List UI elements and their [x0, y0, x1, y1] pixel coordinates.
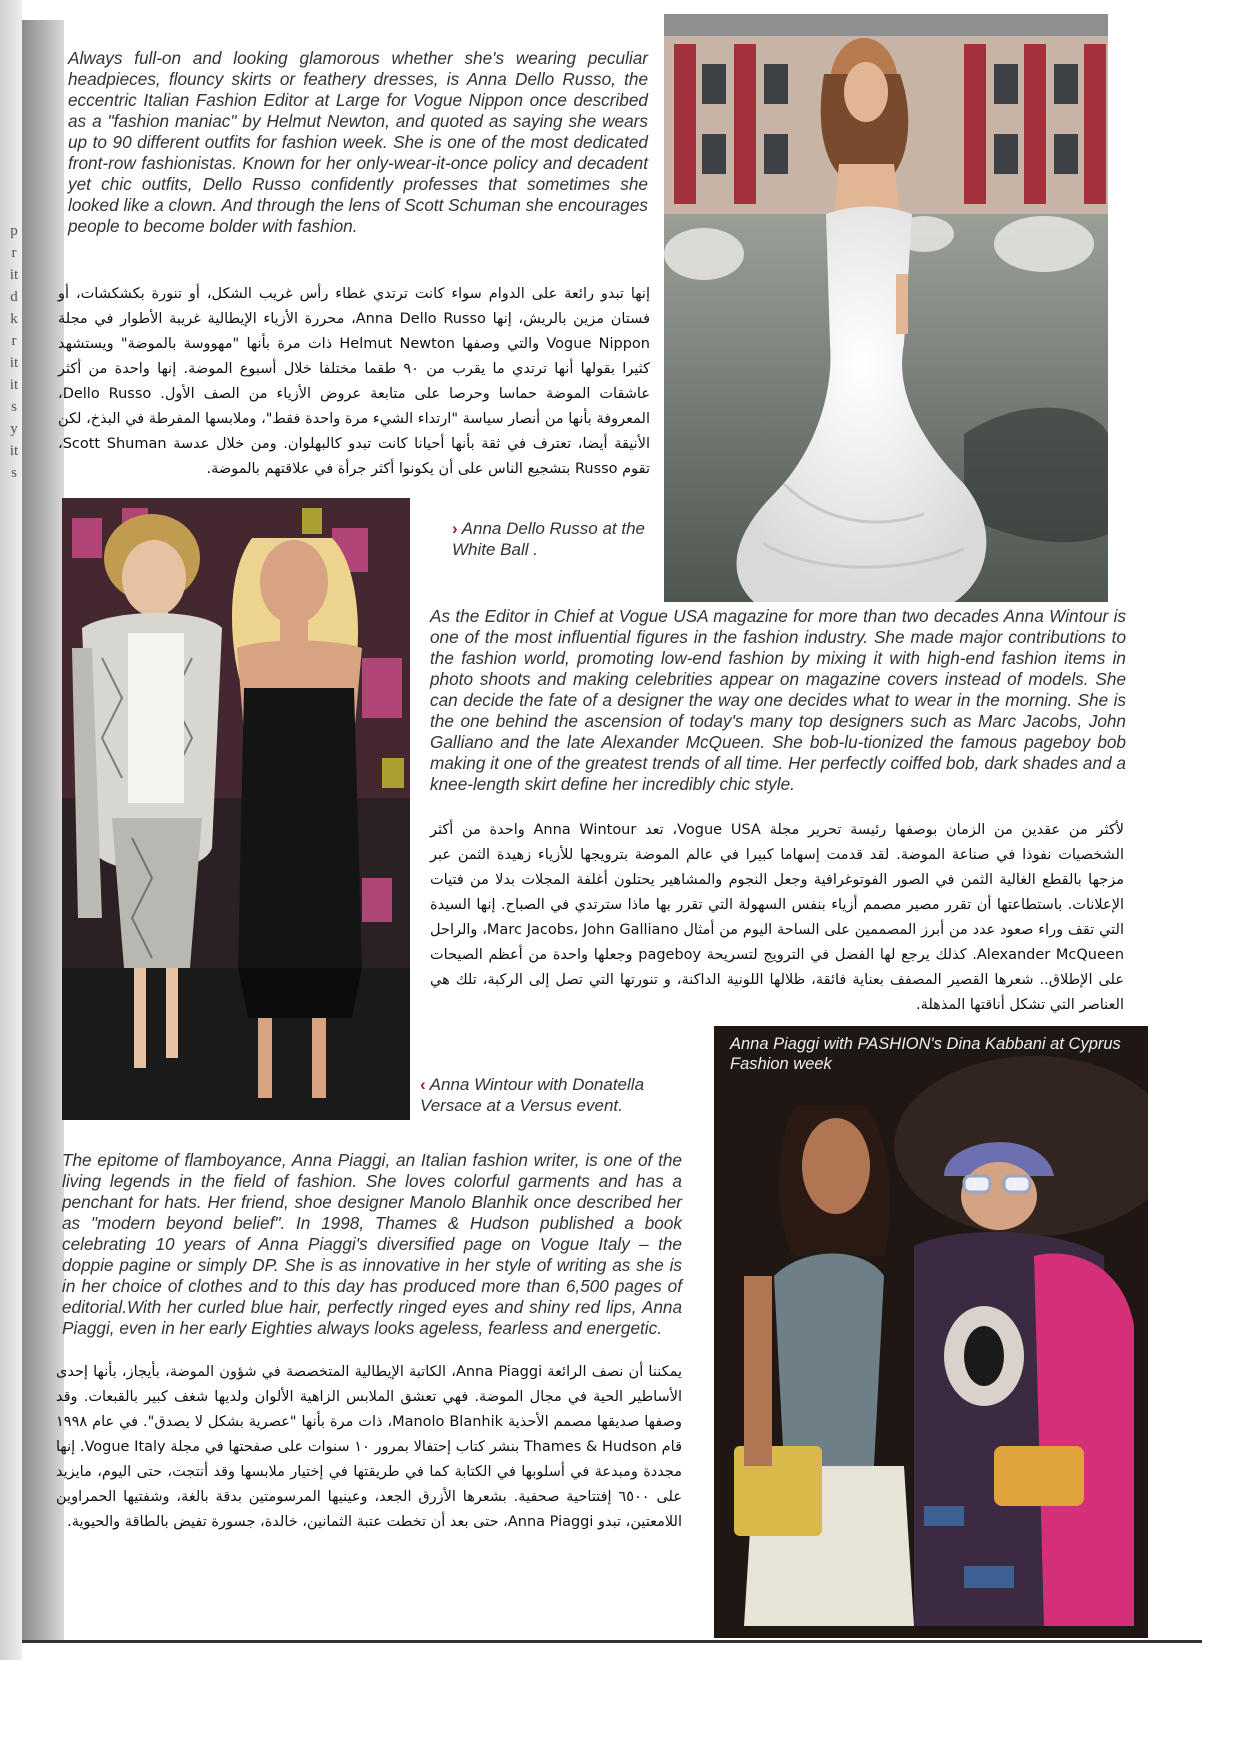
- caption-marker-icon: ‹: [420, 1075, 426, 1094]
- wintour-english-paragraph: As the Editor in Chief at Vogue USA magazine for more than two decades Anna Wintour is one of the most influential figures in the fashion industry. She made major contributions to the fashion world, promoting low-end fashion by mixing it with high-end fashion items in photo shoots and making celebrities appear on magazine covers instead of models. She can decide the fate of a designer the way one decides what to wear in the morning. She is the one behind the ascension of today's many top designers such as Marc Jacobs, John Galliano and the late Alexander McQueen. She bob-lu-tionized the famous pageboy bob making it one of the greatest trends of all time. Her perfectly coiffed bob, dark shades and a knee-length skirt define her incredibly chic style.: [430, 606, 1126, 794]
- margin-letter: y: [10, 421, 18, 437]
- caption-marker-icon: ›: [452, 519, 458, 538]
- piaggi-arabic-paragraph: يمكننا أن نصف الرائعة Anna Piaggi، الكاتبة الإيطالية المتخصصة في شؤون الموضة، بأيجاز، بأنها إحدى الأساطير الحية في مجال الموضة. فهي تعشق الملابس الزاهية الألوان ولديها شغف كبير بالقبعات. وقد وصفها صديقها مصمم الأحذية Manolo Blanhik، ذات مرة بأنها "عصرية بشكل لا يصدق". في عام ١٩٩٨ قام Thames & Hudson بنشر كتاب إحتفالا بمرور ١٠ سنوات على صفحتها في مجلة Vogue Italy. إنها مجددة ومبدعة في أسلوبها في الكتابة كما في طريقتها في إختيار ملابسها وقد أنتجت، حتى اليوم، مايزيد على ٦٥٠٠ إفتتاحية صحفية. بشعرها الأزرق الجعد، وعينيها المرسومتين بدقة بالغة، وشفتيها الحمراوين اللامعتين، تبدو Anna Piaggi، حتى بعد أن تخطت عتبة الثمانين، خالدة، جسورة تفيض بالطاقة والحيوية.: [56, 1364, 683, 1530]
- margin-letter: it: [9, 267, 19, 283]
- margin-letter: r: [11, 333, 17, 349]
- dello-russo-photo-art: [664, 14, 1108, 602]
- margin-letter: s: [11, 465, 17, 481]
- dello-russo-photo: [664, 14, 1108, 602]
- margin-letter: d: [10, 289, 18, 305]
- piaggi-kabbani-photo-art: [714, 1026, 1148, 1638]
- piaggi-english-paragraph: The epitome of flamboyance, Anna Piaggi, an Italian fashion writer, is one of the living legends in the field of fashion. She loves colorful garments and has a penchant for hats. Her friend, shoe designer Manolo Blanhik once described her as "modern beyond belief". In 1998, Thames & Hudson published a book celebrating 10 years of Anna Piaggi's diversified page on Vogue Italy – the doppie pagine or simply DP. She is as innovative in her style of writing as she is in her choice of clothes and to this day has produced more than 6,500 pages of editorial.With her curled blue hair, perfectly ringed eyes and shiny red lips, Anna Piaggi, even in her early Eighties always looks ageless, fearless and energetic.: [62, 1150, 682, 1338]
- wintour-caption-text: Anna Wintour with Donatella Versace at a Versus event.: [420, 1075, 645, 1115]
- margin-letter: it: [9, 443, 19, 459]
- wintour-caption: [420, 1074, 710, 1116]
- wintour-versace-photo-art: [62, 498, 410, 1120]
- wintour-arabic-paragraph: لأكثر من عقدين من الزمان بوصفها رئيسة تحرير مجلة Vogue USA، تعد Anna Wintour واحدة من أكثر الشخصيات نفوذا في صناعة الموضة. لقد قدمت إسهاما كبيرا في عالم الموضة بترويجها للأزياء زهيدة الثمن عبر مزجها بالقطع الغالية الثمن في الصور الفوتوغرافية وجعل النجوم والمشاهير يحتلون أغلفة المجلات بدلا من فتيات الإعلانات. باستطاعتها أن تقرر مصير مصمم أزياء بنفس السهولة التي تقرر بها ماذا سترتدي في الصباح. إنها السيدة التي تقف وراء صعود عدد من أبرز المصممين على الساحة اليوم من أمثال Marc Jacobs، John Galliano، والراحل Alexander McQueen. كذلك يرجع لها الفضل في الترويج لتسريحة pageboy وجعلها واحدة من أعظم الصيحات على الإطلاق.. شعرها القصير المصفف بعناية فائقة، ظلالها اللونية الداكنة، و تنورتها التي تصل إلى الركبة، تلك هي العناصر التي تشكل أناقتها المذهلة.: [430, 822, 1125, 1013]
- margin-letter: it: [9, 377, 19, 393]
- piaggi-kabbani-photo: [714, 1026, 1148, 1638]
- dello-russo-caption-text: Anna Dello Russo at the White Ball .: [452, 519, 646, 559]
- margin-letter: r: [11, 245, 17, 261]
- page-bottom-rule: [22, 1640, 1202, 1643]
- margin-letter: p: [10, 223, 18, 239]
- margin-letter: k: [10, 311, 18, 327]
- dello-russo-arabic-paragraph: إنها تبدو رائعة على الدوام سواء كانت ترتدي غطاء رأس غريب الشكل، أو تنورة بكشكشات، أو فستان مزين بالريش، إنها Anna Dello Russo، محررة الأزياء الإيطالية غريبة الأطوار في مجلة Vogue Nippon والتي وصفها Helmut Newton ذات مرة بأنها "مهووسة بالموضة" ويستشهد كثيرا بقولها أنها ترتدي ما يقرب من ٩٠ طقما مختلفا خلال أسبوع الموضة. إنها واحدة من أكثر عاشقات الموضة حماسا وحرصا على متابعة عروض الأزياء من الصف الأول. Dello Russo، المعروفة بأنها من أنصار سياسة "ارتداء الشيء مرة واحدة فقط"، وملابسها المفرطة في البذخ، لكن الأنيقة أيضا، تعترف في ثقة بأنها أحيانا كانت تبدو كالبهلوان. ومن خلال عدسة Scott Shuman، تقوم Russo بتشجيع الناس على أن يكونوا أكثر جرأة في علاقتهم بالموضة.: [58, 286, 651, 477]
- facing-page-margin: [4, 220, 24, 484]
- wintour-versace-photo: [62, 498, 410, 1120]
- piaggi-photo-caption: Anna Piaggi with PASHION's Dina Kabbani at Cyprus Fashion week: [730, 1035, 1121, 1073]
- margin-letter: s: [11, 399, 17, 415]
- dello-russo-caption: [452, 518, 656, 560]
- dello-russo-english-paragraph: Always full-on and looking glamorous whether she's wearing peculiar headpieces, flouncy skirts or feathery dresses, is Anna Dello Russo, the eccentric Italian Fashion Editor at Large for Vogue Nippon once described as a "fashion maniac" by Helmut Newton, and quoted as saying she wears up to 90 different outfits for fashion week. She is one of the most dedicated front-row fashionistas. Known for her only-wear-it-once policy and decadent yet chic outfits, Dello Russo confidently professes that sometimes she looked like a clown. And through the lens of Scott Schuman she encourages people to become bolder with fashion.: [68, 48, 648, 236]
- margin-letter: it: [9, 355, 19, 371]
